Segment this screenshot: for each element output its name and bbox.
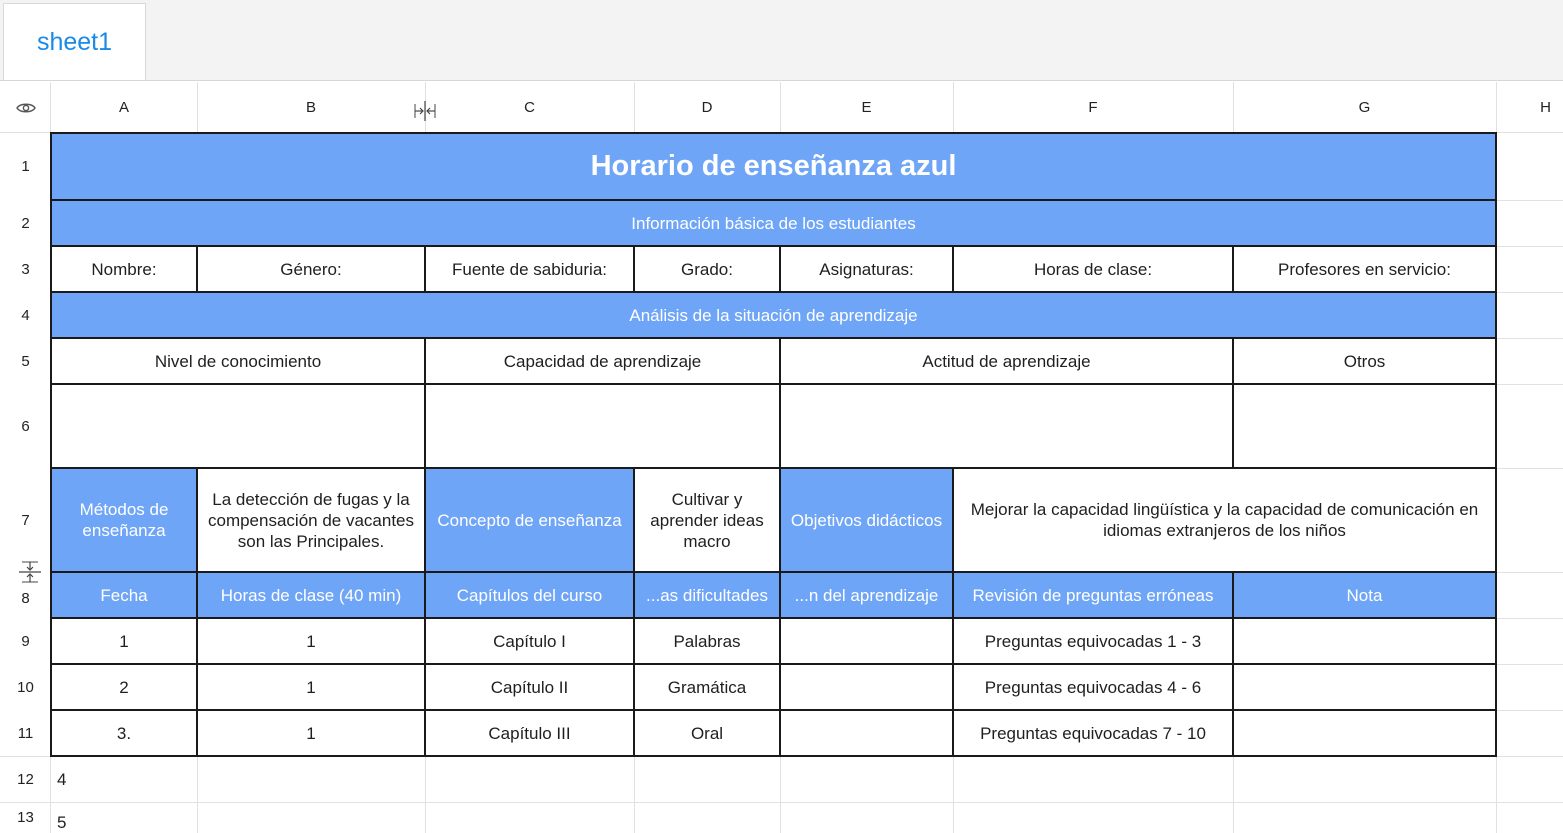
grid-line [780,82,781,133]
row-header-5[interactable]: 5 [0,338,51,384]
field-profesores-cell[interactable]: Profesores en servicio: [1233,246,1496,292]
analysis-otros-value[interactable] [1233,384,1496,468]
column-header-h[interactable]: H [1496,82,1563,133]
grid-line [1496,618,1563,619]
table-cell[interactable]: Palabras [634,618,780,664]
table-cell[interactable] [780,664,953,710]
header-dificultades-cell[interactable]: ...as dificultades [634,572,780,618]
row-header-4[interactable]: 4 [0,292,51,338]
grid-line [1496,664,1563,665]
table-cell[interactable]: Preguntas equivocadas 4 - 6 [953,664,1233,710]
grid-line [1233,756,1234,833]
table-border [952,571,954,757]
header-aprendizaje-cell[interactable]: ...n del aprendizaje [780,572,953,618]
row-header-12[interactable]: 12 [0,756,51,802]
table-border [779,337,781,469]
objetivos-value-cell[interactable]: Mejorar la capacidad lingüística y la capacidad de comunicación en idiomas extranjeros de los niños [953,468,1496,572]
grid-line [1496,292,1563,293]
row-header-8[interactable]: 8 [0,572,51,618]
sheet-tab-sheet1[interactable]: sheet1 [3,3,146,80]
analysis-capacidad-cell[interactable]: Capacidad de aprendizaje [425,338,780,384]
column-header-e[interactable]: E [780,82,953,133]
column-header-g[interactable]: G [1233,82,1496,133]
grid-line [197,82,198,133]
grid-line [780,756,781,833]
analysis-actitud-cell[interactable]: Actitud de aprendizaje [780,338,1233,384]
row-header-2[interactable]: 2 [0,200,51,246]
field-horas-cell[interactable]: Horas de clase: [953,246,1233,292]
row-resize-icon[interactable] [18,561,42,583]
table-border [196,571,198,757]
header-nota-cell[interactable]: Nota [1233,572,1496,618]
table-border [51,245,1497,247]
table-border [952,467,954,573]
concepto-value-cell[interactable]: Cultivar y aprender ideas macro [634,468,780,572]
analysis-otros-cell[interactable]: Otros [1233,338,1496,384]
analysis-capacidad-value[interactable] [425,384,780,468]
table-cell[interactable]: 1 [197,664,425,710]
header-fecha-cell[interactable]: Fecha [51,572,197,618]
section-basic-info-cell[interactable]: Información básica de los estudiantes [51,200,1496,246]
row-header-11[interactable]: 11 [0,710,51,756]
row-header-10[interactable]: 10 [0,664,51,710]
grid-line [1233,82,1234,133]
column-header-a[interactable]: A [51,82,197,133]
grid-line [1496,384,1563,385]
table-border [1232,337,1234,469]
column-resize-icon[interactable] [413,100,437,122]
eye-icon[interactable] [16,101,36,115]
grid-line [1496,246,1563,247]
header-capitulos-cell[interactable]: Capítulos del curso [425,572,634,618]
table-border [1232,571,1234,757]
grid-line [1496,468,1563,469]
table-border [424,337,426,469]
table-border [51,383,1497,385]
table-cell[interactable]: 2 [51,664,197,710]
field-genero-cell[interactable]: Género: [197,246,425,292]
table-border [779,467,781,573]
grid-line [197,756,198,833]
table-border [1495,132,1497,757]
header-horas-cell[interactable]: Horas de clase (40 min) [197,572,425,618]
table-cell[interactable]: Preguntas equivocadas 7 - 10 [953,710,1233,756]
field-fuente-cell[interactable]: Fuente de sabiduria: [425,246,634,292]
table-border [51,571,1497,573]
column-header-b[interactable]: B [197,82,425,133]
cell-a13[interactable]: 5 [57,813,67,832]
table-cell[interactable]: Preguntas equivocadas 1 - 3 [953,618,1233,664]
column-header-c[interactable]: C [425,82,634,133]
table-border [51,291,1497,293]
table-cell[interactable]: Gramática [634,664,780,710]
table-border [424,245,426,293]
table-cell[interactable]: 3. [51,710,197,756]
table-border [633,245,635,293]
table-border [51,467,1497,469]
table-border [196,245,198,293]
table-border [424,467,426,573]
table-cell[interactable]: Capítulo II [425,664,634,710]
table-border [51,663,1497,665]
table-cell[interactable] [1233,618,1496,664]
table-cell[interactable]: Capítulo I [425,618,634,664]
field-grado-cell[interactable]: Grado: [634,246,780,292]
row-header-9[interactable]: 9 [0,618,51,664]
row-header-3[interactable]: 3 [0,246,51,292]
table-border [779,245,781,293]
table-border [51,132,1497,134]
metodos-label-cell[interactable]: Métodos de enseñanza [51,468,197,572]
row-header-6[interactable]: 6 [0,384,51,468]
grid-line [0,802,1563,803]
table-border [51,199,1497,201]
objetivos-label-cell[interactable]: Objetivos didácticos [780,468,953,572]
sheet-title-cell[interactable]: Horario de enseñanza azul [51,133,1496,200]
table-border [51,617,1497,619]
table-border [633,571,635,757]
row-header-7[interactable]: 7 [0,468,51,572]
field-asignaturas-cell[interactable]: Asignaturas: [780,246,953,292]
row-header-13[interactable]: 13 [0,802,51,833]
column-header-d[interactable]: D [634,82,780,133]
table-border [952,245,954,293]
sheet-tab-bar [0,0,1563,81]
table-border [779,571,781,757]
table-border [51,709,1497,711]
table-cell[interactable] [1233,664,1496,710]
table-border [1232,245,1234,293]
table-border [633,467,635,573]
column-header-f[interactable]: F [953,82,1233,133]
table-border [424,571,426,757]
concepto-label-cell[interactable]: Concepto de enseñanza [425,468,634,572]
section-analysis-cell[interactable]: Análisis de la situación de aprendizaje [51,292,1496,338]
grid-line [953,756,954,833]
grid-line [953,82,954,133]
table-cell[interactable]: 1 [197,710,425,756]
analysis-conocimiento-cell[interactable]: Nivel de conocimiento [51,338,425,384]
table-cell[interactable] [780,710,953,756]
table-border [51,755,1497,757]
table-border [50,132,52,757]
table-cell[interactable] [1233,710,1496,756]
table-cell[interactable]: 1 [51,618,197,664]
select-all-corner[interactable] [0,82,51,133]
table-border [51,337,1497,339]
cell-a12[interactable]: 4 [57,770,67,789]
grid-line [1496,710,1563,711]
grid-line [634,756,635,833]
grid-line [1496,200,1563,201]
grid-line [425,756,426,833]
table-cell[interactable]: Capítulo III [425,710,634,756]
analysis-actitud-value[interactable] [780,384,1233,468]
grid-line [1496,572,1563,573]
field-nombre-cell[interactable]: Nombre: [51,246,197,292]
metodos-value-cell[interactable]: La detección de fugas y la compensación de vacantes son las Principales. [197,468,425,572]
analysis-conocimiento-value[interactable] [51,384,425,468]
table-cell[interactable] [780,618,953,664]
row-header-1[interactable]: 1 [0,133,51,200]
table-border [196,467,198,573]
table-cell[interactable]: Oral [634,710,780,756]
grid-line [1496,338,1563,339]
grid-line [634,82,635,133]
table-cell[interactable]: 1 [197,618,425,664]
header-revision-cell[interactable]: Revisión de preguntas erróneas [953,572,1233,618]
